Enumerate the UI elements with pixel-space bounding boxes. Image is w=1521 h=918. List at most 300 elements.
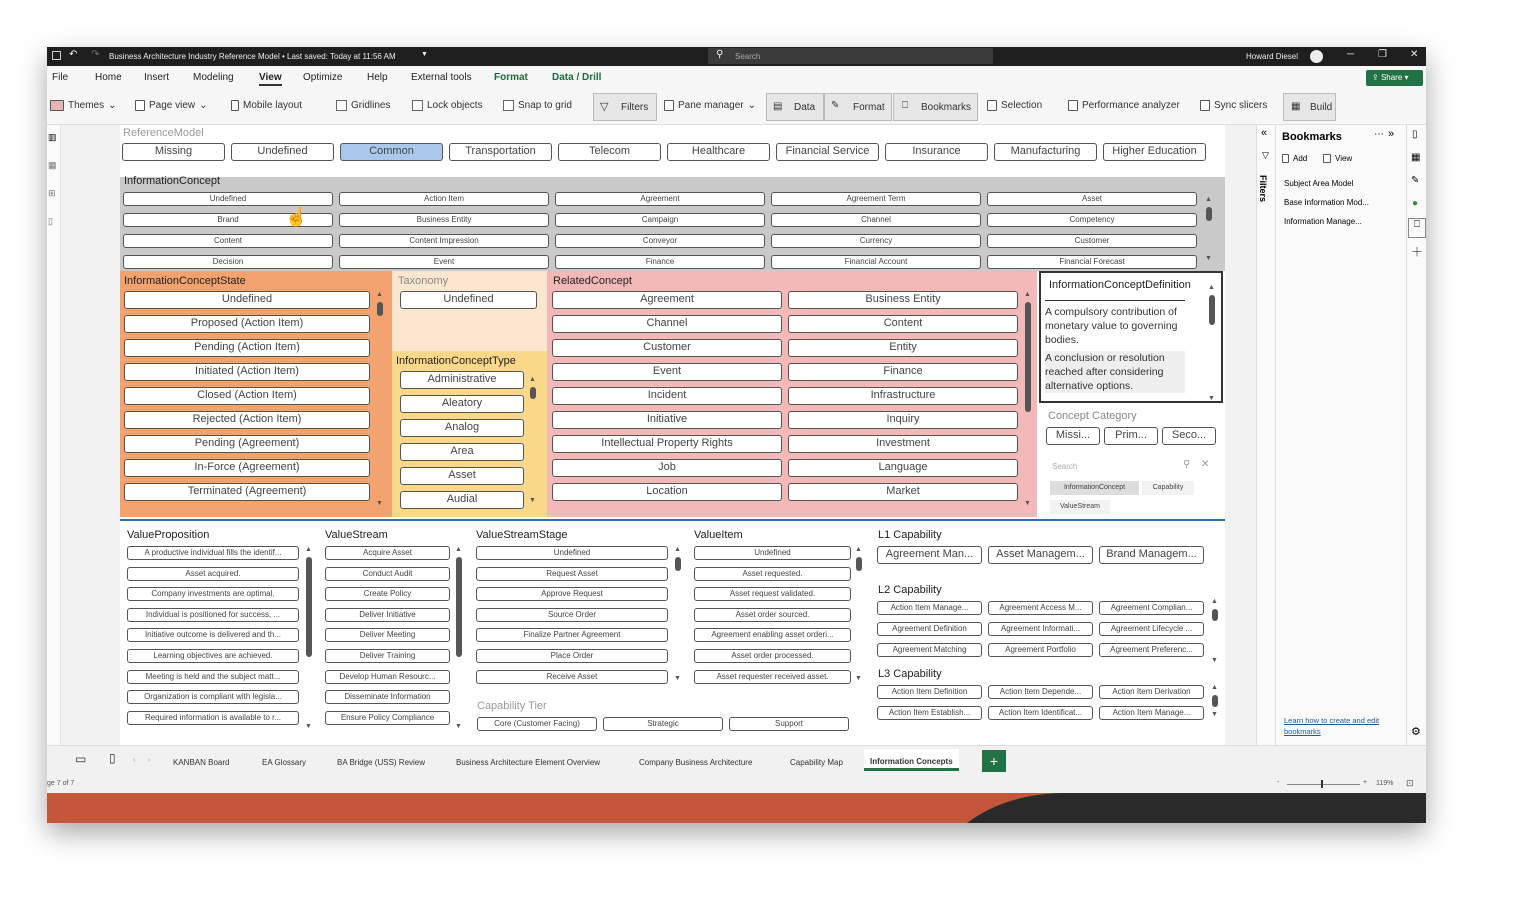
value-item-button[interactable]: Asset order processed. [694, 649, 851, 663]
page-indicator: ge 7 of 7 [47, 780, 75, 787]
information-concept-button[interactable]: Asset [987, 192, 1197, 206]
concept-category-title: Concept Category [1048, 410, 1137, 422]
category-search-placeholder: Search [1052, 462, 1078, 471]
format-label: Format [853, 102, 885, 113]
funnel-icon: ▽ [600, 101, 609, 113]
menu-format[interactable]: Format [494, 72, 528, 83]
value-item-button[interactable]: Undefined [694, 546, 851, 560]
information-concept-button[interactable]: Competency [987, 213, 1197, 227]
search-box[interactable] [708, 48, 993, 64]
l2-capability-button[interactable]: Agreement Complian... [1099, 601, 1204, 615]
scrollbar-thumb[interactable] [1212, 609, 1218, 621]
add-label: Add [1293, 154, 1308, 163]
themes-label: Themes [68, 100, 105, 111]
menu-external-tools[interactable]: External tools [411, 72, 472, 83]
powerbi-window [47, 47, 1426, 823]
collapse-filters-icon[interactable]: « [1261, 127, 1268, 139]
scroll-up-icon[interactable]: ▲ [455, 546, 462, 553]
save-icon[interactable] [52, 51, 61, 60]
zoom-in-icon[interactable]: + [1363, 779, 1368, 786]
zoom-slider[interactable] [1287, 784, 1360, 785]
l3-capability-button[interactable]: Action Item Derivation [1099, 685, 1204, 699]
data-icon: ▤ [773, 101, 783, 112]
filters-pane-button[interactable] [593, 93, 657, 121]
information-concept-title: InformationConcept [124, 175, 220, 187]
related-concept-button[interactable]: Language [788, 459, 1018, 477]
l2-capability-button[interactable]: Agreement Informati... [988, 622, 1093, 636]
category-chip[interactable]: Capability [1142, 481, 1194, 495]
scroll-down-icon[interactable]: ▼ [1211, 657, 1218, 664]
bookmark-item[interactable]: Information Manage... [1284, 217, 1362, 226]
value-proposition-button[interactable]: Meeting is held and the subject matt... [127, 670, 299, 684]
concept-state-button[interactable]: Undefined [124, 291, 370, 309]
information-concept-button[interactable]: Financial Forecast [987, 255, 1197, 269]
page-tabs [47, 745, 1426, 777]
information-concept-button[interactable]: Customer [987, 234, 1197, 248]
related-concept-button[interactable]: Customer [552, 339, 782, 357]
build-button[interactable] [1283, 93, 1336, 121]
related-concept-button[interactable]: Infrastructure [788, 387, 1018, 405]
information-concept-button[interactable]: Financial Account [771, 255, 981, 269]
ribbon [47, 90, 1426, 125]
pane-manager-icon [664, 100, 674, 111]
concept-state-button[interactable]: Closed (Action Item) [124, 387, 370, 405]
information-concept-button[interactable]: Action Item [339, 192, 549, 206]
information-concept-button[interactable]: Agreement Term [771, 192, 981, 206]
information-concept-button[interactable]: Content Impression [339, 234, 549, 248]
settings-icon[interactable]: ⚙ [1411, 726, 1421, 738]
l1-capability-button[interactable]: Agreement Man... [877, 546, 982, 564]
scroll-down-icon[interactable]: ▼ [674, 675, 681, 682]
value-proposition-button[interactable]: Initiative outcome is delivered and th... [127, 628, 299, 642]
themes-button[interactable]: Themes ⌄ [50, 100, 117, 111]
reference-model-slicer-button[interactable]: Missing [122, 143, 225, 161]
category-search-icon[interactable]: ⚲ [1183, 459, 1191, 470]
concept-type-button[interactable]: Audial [400, 491, 524, 509]
l3-capability-button[interactable]: Action Item Depende... [988, 685, 1093, 699]
l2-capability-title: L2 Capability [878, 584, 942, 596]
related-concept-button[interactable]: Location [552, 483, 782, 501]
related-concept-title: RelatedConcept [553, 275, 632, 287]
value-stream-button[interactable]: Deliver Meeting [325, 628, 450, 642]
reference-model-slicer-button[interactable]: Insurance [885, 143, 988, 161]
value-proposition-button[interactable]: A productive individual fills the identif... [127, 546, 299, 560]
scrollbar-thumb[interactable] [306, 557, 312, 657]
selection-icon [987, 100, 997, 111]
related-concept-button[interactable]: Inquiry [788, 411, 1018, 429]
information-concept-button[interactable]: Undefined [123, 192, 333, 206]
menu-data-drill[interactable]: Data / Drill [552, 72, 602, 83]
category-chip[interactable]: InformationConcept [1050, 481, 1139, 495]
scroll-up-icon[interactable]: ▲ [1024, 291, 1031, 298]
concept-state-button[interactable]: In-Force (Agreement) [124, 459, 370, 477]
reference-model-slicer-button[interactable]: Telecom [558, 143, 661, 161]
concept-category-button[interactable]: Missi... [1046, 427, 1100, 445]
scrollbar-thumb[interactable] [856, 557, 862, 571]
bookmarks-title: Bookmarks [1282, 131, 1342, 143]
clear-search-icon[interactable]: ✕ [1201, 459, 1210, 470]
concept-category-button[interactable]: Seco... [1162, 427, 1216, 445]
gridlines-checkbox[interactable] [336, 100, 347, 111]
table-view-icon[interactable]: ▦ [48, 160, 57, 170]
tab-ba-bridge[interactable]: BA Bridge (USS) Review [337, 758, 426, 767]
mobile-layout-button[interactable] [231, 100, 302, 111]
document-title: Business Architecture Industry Reference Model • Last saved: Today at 11:56 AM [109, 52, 396, 61]
bookmarks-help-link[interactable]: Learn how to create and edit bookmarks [1284, 716, 1380, 736]
restore-icon[interactable]: ❐ [1378, 49, 1387, 60]
scroll-down-icon[interactable]: ▼ [455, 723, 462, 730]
section-divider [120, 519, 1225, 521]
page-view-icon [135, 100, 145, 111]
tab-ea-glossary[interactable]: EA Glossary [262, 758, 307, 767]
reference-model-slicer-button[interactable]: Transportation [449, 143, 552, 161]
capability-tier-title: Capability Tier [477, 700, 547, 712]
mobile-view-icon[interactable]: ▯ [109, 751, 116, 765]
share-icon: ⇪ [1372, 73, 1379, 82]
view-label: View [1335, 154, 1353, 163]
scroll-down-icon[interactable]: ▼ [1208, 395, 1215, 402]
performance-label: Performance analyzer [1082, 100, 1180, 111]
scroll-down-icon[interactable]: ▼ [1205, 255, 1212, 262]
value-stream-stage-button[interactable]: Source Order [476, 608, 668, 622]
menu-insert[interactable]: Insert [144, 72, 170, 83]
related-concept-button[interactable]: Market [788, 483, 1018, 501]
pane-format-icon[interactable]: ✎ [1411, 175, 1420, 186]
value-stream-button[interactable]: Acquire Asset [325, 546, 450, 560]
filters-label: Filters [621, 102, 649, 113]
value-item-button[interactable]: Asset requested. [694, 567, 851, 581]
value-stream-stage-button[interactable]: Receive Asset [476, 670, 668, 684]
close-icon[interactable]: ✕ [1410, 49, 1419, 60]
concept-state-button[interactable]: Terminated (Agreement) [124, 483, 370, 501]
value-proposition-button[interactable]: Learning objectives are achieved. [127, 649, 299, 663]
information-concept-button[interactable]: Conveyor [555, 234, 765, 248]
view-bookmark-button[interactable] [1323, 154, 1352, 163]
gridlines-toggle[interactable] [336, 100, 390, 111]
l1-capability-button[interactable]: Asset Managem... [988, 546, 1093, 564]
capability-tier-button[interactable]: Support [729, 717, 849, 731]
scrollbar-thumb[interactable] [1025, 302, 1031, 412]
l2-capability-button[interactable]: Agreement Portfolio [988, 643, 1093, 657]
information-concept-button[interactable]: Business Entity [339, 213, 549, 227]
bookmark-item[interactable]: Base Information Mod... [1284, 198, 1369, 207]
pane-copilot-icon[interactable]: ● [1412, 198, 1419, 209]
gridlines-label: Gridlines [351, 100, 391, 111]
information-concept-button[interactable]: Agreement [555, 192, 765, 206]
value-stream-stage-button[interactable]: Approve Request [476, 587, 668, 601]
status-bar [47, 777, 1426, 793]
bookmark-icon: ⎕ [902, 100, 908, 111]
related-concept-button[interactable]: Finance [788, 363, 1018, 381]
scrollbar-thumb[interactable] [456, 557, 462, 657]
sync-icon [1200, 100, 1210, 111]
related-concept-button[interactable]: Job [552, 459, 782, 477]
add-page-button[interactable]: + [982, 750, 1006, 772]
title-dropdown-icon[interactable]: ▼ [421, 51, 428, 58]
model-view-icon[interactable]: ⊞ [48, 188, 56, 198]
scroll-down-icon[interactable]: ▼ [376, 500, 383, 507]
l1-capability-title: L1 Capability [878, 529, 942, 541]
format-pane-button[interactable] [824, 93, 892, 121]
value-item-button[interactable]: Asset request validated. [694, 587, 851, 601]
scroll-up-icon[interactable]: ▲ [529, 376, 536, 383]
tab-capability-map[interactable]: Capability Map [790, 758, 843, 767]
value-stream-button[interactable]: Develop Human Resourc... [325, 670, 450, 684]
scrollbar-thumb[interactable] [530, 387, 536, 399]
tab-kanban-board[interactable]: KANBAN Board [173, 758, 230, 767]
pane-build-icon[interactable]: ▦ [1411, 152, 1421, 163]
filter-funnel-icon: ▽ [1262, 150, 1269, 160]
reference-model-slicer-button[interactable]: Manufacturing [994, 143, 1097, 161]
value-item-title: ValueItem [694, 529, 743, 541]
related-concept-button[interactable]: Event [552, 363, 782, 381]
value-proposition-button[interactable]: Organization is compliant with legisla... [127, 690, 299, 704]
selection-button[interactable] [987, 100, 1042, 111]
information-concept-button[interactable]: Content [123, 234, 333, 248]
l3-capability-button[interactable]: Action Item Identificat... [988, 706, 1093, 720]
concept-state-button[interactable]: Pending (Action Item) [124, 339, 370, 357]
value-stream-stage-button[interactable]: Place Order [476, 649, 668, 663]
view-icon [1323, 154, 1331, 163]
scroll-down-icon[interactable]: ▼ [529, 497, 536, 504]
side-panes [1256, 125, 1426, 745]
pane-data-icon[interactable]: ▯ [1412, 129, 1418, 140]
sync-slicers-button[interactable] [1200, 100, 1267, 111]
l1-capability-button[interactable]: Brand Managem... [1099, 546, 1204, 564]
information-concept-button[interactable]: Finance [555, 255, 765, 269]
reference-model-slicer-button[interactable]: Financial Service [776, 143, 879, 161]
value-item-button[interactable]: Agreement enabling asset orderi... [694, 628, 851, 642]
hand-cursor-icon: ☝ [285, 207, 308, 227]
l2-capability-button[interactable]: Agreement Definition [877, 622, 982, 636]
concept-type-button[interactable]: Administrative [400, 371, 524, 389]
menu-bar [47, 66, 1426, 90]
bookmark-item[interactable]: Subject Area Model [1284, 179, 1354, 188]
value-stream-button[interactable]: Deliver Training [325, 649, 450, 663]
taxonomy-button[interactable]: Undefined [400, 291, 537, 309]
mobile-layout-label: Mobile layout [243, 100, 302, 111]
definition-row: A conclusion or resolution reached after considering alternative options. [1045, 351, 1185, 393]
build-icon: ▦ [1291, 101, 1301, 112]
user-name: Howard Diesel [1246, 52, 1299, 61]
value-stream-stage-button[interactable]: Request Asset [476, 567, 668, 581]
sync-label: Sync slicers [1214, 100, 1268, 111]
related-concept-button[interactable]: Incident [552, 387, 782, 405]
definition-header-rule [1045, 300, 1185, 301]
fit-page-icon[interactable]: ⊡ [1406, 778, 1414, 788]
dax-query-icon[interactable]: ▯ [48, 216, 53, 226]
reference-model-slicer-button[interactable]: Healthcare [667, 143, 770, 161]
capability-tier-button[interactable]: Core (Customer Facing) [477, 717, 597, 731]
next-page-icon[interactable]: › [148, 755, 151, 764]
related-concept-button[interactable]: Intellectual Property Rights [552, 435, 782, 453]
concept-type-button[interactable]: Area [400, 443, 524, 461]
zoom-thumb[interactable] [1321, 780, 1323, 788]
performance-analyzer-button[interactable] [1068, 100, 1180, 111]
tab-information-concepts[interactable]: Information Concepts [864, 749, 959, 771]
tab-ba-element-overview[interactable]: Business Architecture Element Overview [456, 758, 601, 767]
reference-model-slicer-button[interactable]: Common [340, 143, 443, 161]
data-pane-button[interactable] [766, 93, 824, 121]
expand-icon[interactable]: » [1388, 128, 1395, 140]
scrollbar-thumb[interactable] [1209, 295, 1215, 325]
information-concept-button[interactable]: Event [339, 255, 549, 269]
data-label: Data [794, 102, 816, 113]
concept-state-button[interactable]: Initiated (Action Item) [124, 363, 370, 381]
filters-vertical-label[interactable]: Filters [1258, 175, 1268, 203]
lock-objects-toggle[interactable] [412, 100, 483, 111]
title-bar [47, 47, 1426, 66]
snap-to-grid-toggle[interactable] [503, 100, 572, 111]
reference-model-title: ReferenceModel [123, 127, 204, 139]
scroll-up-icon[interactable]: ▲ [674, 546, 681, 553]
information-concept-button[interactable]: Channel [771, 213, 981, 227]
value-stream-button[interactable]: Conduct Audit [325, 567, 450, 581]
bookmarks-label: Bookmarks [921, 102, 972, 113]
concept-state-button[interactable]: Rejected (Action Item) [124, 411, 370, 429]
category-chip[interactable]: ValueStream [1050, 500, 1110, 514]
performance-icon [1068, 100, 1078, 111]
value-stream-button[interactable]: Create Policy [325, 587, 450, 601]
scrollbar-thumb[interactable] [377, 302, 383, 316]
view-switcher [47, 125, 61, 745]
avatar[interactable] [1310, 50, 1323, 63]
concept-type-button[interactable]: Analog [400, 419, 524, 437]
mobile-icon [231, 100, 239, 111]
value-stream-button[interactable]: Disseminate Information [325, 690, 450, 704]
scroll-up-icon[interactable]: ▲ [855, 546, 862, 553]
lock-objects-checkbox[interactable] [412, 100, 423, 111]
bookmarks-pane-button[interactable] [893, 93, 978, 121]
report-page [120, 125, 1225, 745]
concept-type-button[interactable]: Asset [400, 467, 524, 485]
value-stream-stage-button[interactable]: Finalize Partner Agreement [476, 628, 668, 642]
add-bookmark-button[interactable] [1282, 154, 1307, 163]
add-pane-icon[interactable]: ＋ [1411, 245, 1424, 259]
l2-capability-button[interactable]: Agreement Matching [877, 643, 982, 657]
scrollbar-thumb[interactable] [1206, 207, 1212, 221]
pane-bookmarks-icon[interactable]: ⎕ [1408, 218, 1426, 238]
pane-manager-button[interactable]: Pane manager ⌄ [664, 100, 756, 111]
value-proposition-button[interactable]: Individual is positioned for success, ... [127, 608, 299, 622]
report-canvas [61, 125, 1256, 747]
reference-model-slicer-button[interactable]: Higher Education [1103, 143, 1206, 161]
search-icon: ⚲ [716, 49, 724, 60]
menu-home[interactable]: Home [95, 72, 122, 83]
prev-page-icon[interactable]: ‹ [133, 755, 136, 764]
pane-switcher [1406, 125, 1426, 745]
selection-label: Selection [1001, 100, 1043, 111]
related-concept-button[interactable]: Channel [552, 315, 782, 333]
value-item-button[interactable]: Asset requester received asset. [694, 670, 851, 684]
information-concept-button[interactable]: Campaign [555, 213, 765, 227]
scroll-up-icon[interactable]: ▲ [1211, 598, 1218, 605]
information-concept-button[interactable]: Decision [123, 255, 333, 269]
scroll-down-icon[interactable]: ▼ [1211, 711, 1218, 718]
scroll-up-icon[interactable]: ▲ [1211, 684, 1218, 691]
redo-icon[interactable]: ↷ [91, 49, 100, 60]
concept-category-button[interactable]: Prim... [1104, 427, 1158, 445]
minimize-icon[interactable]: ─ [1347, 49, 1355, 60]
share-label: Share [1380, 73, 1403, 82]
value-proposition-button[interactable]: Required information is available to r... [127, 711, 299, 725]
scroll-down-icon[interactable]: ▼ [1024, 500, 1031, 507]
concept-state-button[interactable]: Proposed (Action Item) [124, 315, 370, 333]
value-stream-stage-button[interactable]: Undefined [476, 546, 668, 560]
value-item-button[interactable]: Asset order sourced. [694, 608, 851, 622]
search-placeholder: Search [735, 52, 761, 61]
zoom-out-icon[interactable]: - [1277, 779, 1280, 786]
related-concept-button[interactable]: Content [788, 315, 1018, 333]
capability-tier-button[interactable]: Strategic [603, 717, 723, 731]
related-concept-button[interactable]: Agreement [552, 291, 782, 309]
reference-model-slicer-button[interactable]: Undefined [231, 143, 334, 161]
scrollbar-thumb[interactable] [1212, 695, 1218, 707]
snap-checkbox[interactable] [503, 100, 514, 111]
menu-modeling[interactable]: Modeling [193, 72, 234, 83]
add-icon [1282, 154, 1289, 163]
wallpaper-shape [47, 793, 1426, 823]
concept-type-button[interactable]: Aleatory [400, 395, 524, 413]
related-concept-button[interactable]: Investment [788, 435, 1018, 453]
concept-type-title: InformationConceptType [396, 355, 516, 367]
menu-view[interactable]: View [259, 72, 282, 86]
scroll-up-icon[interactable]: ▲ [1208, 284, 1215, 291]
information-concept-button[interactable]: Currency [771, 234, 981, 248]
lock-objects-label: Lock objects [427, 100, 483, 111]
report-view-icon[interactable]: ▥ [48, 132, 57, 142]
page-view-button[interactable]: Page view ⌄ [135, 100, 208, 111]
concept-state-title: InformationConceptState [124, 275, 246, 287]
l3-capability-button[interactable]: Action Item Manage... [1099, 706, 1204, 720]
undo-icon[interactable]: ↶ [69, 49, 78, 60]
value-stream-button[interactable]: Ensure Policy Compliance [325, 711, 450, 725]
menu-help[interactable]: Help [367, 72, 388, 83]
desktop-view-icon[interactable]: ▭ [75, 752, 87, 766]
concept-state-button[interactable]: Pending (Agreement) [124, 435, 370, 453]
scroll-down-icon[interactable]: ▼ [305, 723, 312, 730]
l2-capability-button[interactable]: Action Item Manage... [877, 601, 982, 615]
paintbrush-icon: ✎ [831, 100, 840, 111]
l2-capability-button[interactable]: Agreement Access M... [988, 601, 1093, 615]
value-proposition-button[interactable]: Asset acquired. [127, 567, 299, 581]
scroll-down-icon[interactable]: ▼ [855, 675, 862, 682]
value-stream-button[interactable]: Deliver Initiative [325, 608, 450, 622]
related-concept-button[interactable]: Entity [788, 339, 1018, 357]
scrollbar-thumb[interactable] [675, 557, 681, 571]
scroll-up-icon[interactable]: ▲ [305, 546, 312, 553]
share-button[interactable]: ⇪ Share ▾ [1366, 70, 1423, 86]
scroll-up-icon[interactable]: ▲ [1205, 196, 1212, 203]
l3-capability-button[interactable]: Action Item Establish... [877, 706, 982, 720]
l3-capability-title: L3 Capability [878, 668, 942, 680]
value-stream-stage-title: ValueStreamStage [476, 529, 568, 541]
information-concept-button[interactable]: Brand [123, 213, 333, 227]
value-proposition-button[interactable]: Company investments are optimal. [127, 587, 299, 601]
page-view-label: Page view [149, 100, 196, 111]
l3-capability-button[interactable]: Action Item Definition [877, 685, 982, 699]
menu-optimize[interactable]: Optimize [303, 72, 343, 83]
scroll-up-icon[interactable]: ▲ [376, 291, 383, 298]
l2-capability-button[interactable]: Agreement Preferenc... [1099, 643, 1204, 657]
themes-icon [50, 100, 64, 111]
tab-company-business-architecture[interactable]: Company Business Architecture [639, 758, 753, 767]
related-concept-button[interactable]: Initiative [552, 411, 782, 429]
menu-file[interactable]: File [52, 72, 69, 83]
more-options-icon[interactable]: ⋯ [1374, 129, 1384, 140]
related-concept-button[interactable]: Business Entity [788, 291, 1018, 309]
l2-capability-button[interactable]: Agreement Lifecycle ... [1099, 622, 1204, 636]
